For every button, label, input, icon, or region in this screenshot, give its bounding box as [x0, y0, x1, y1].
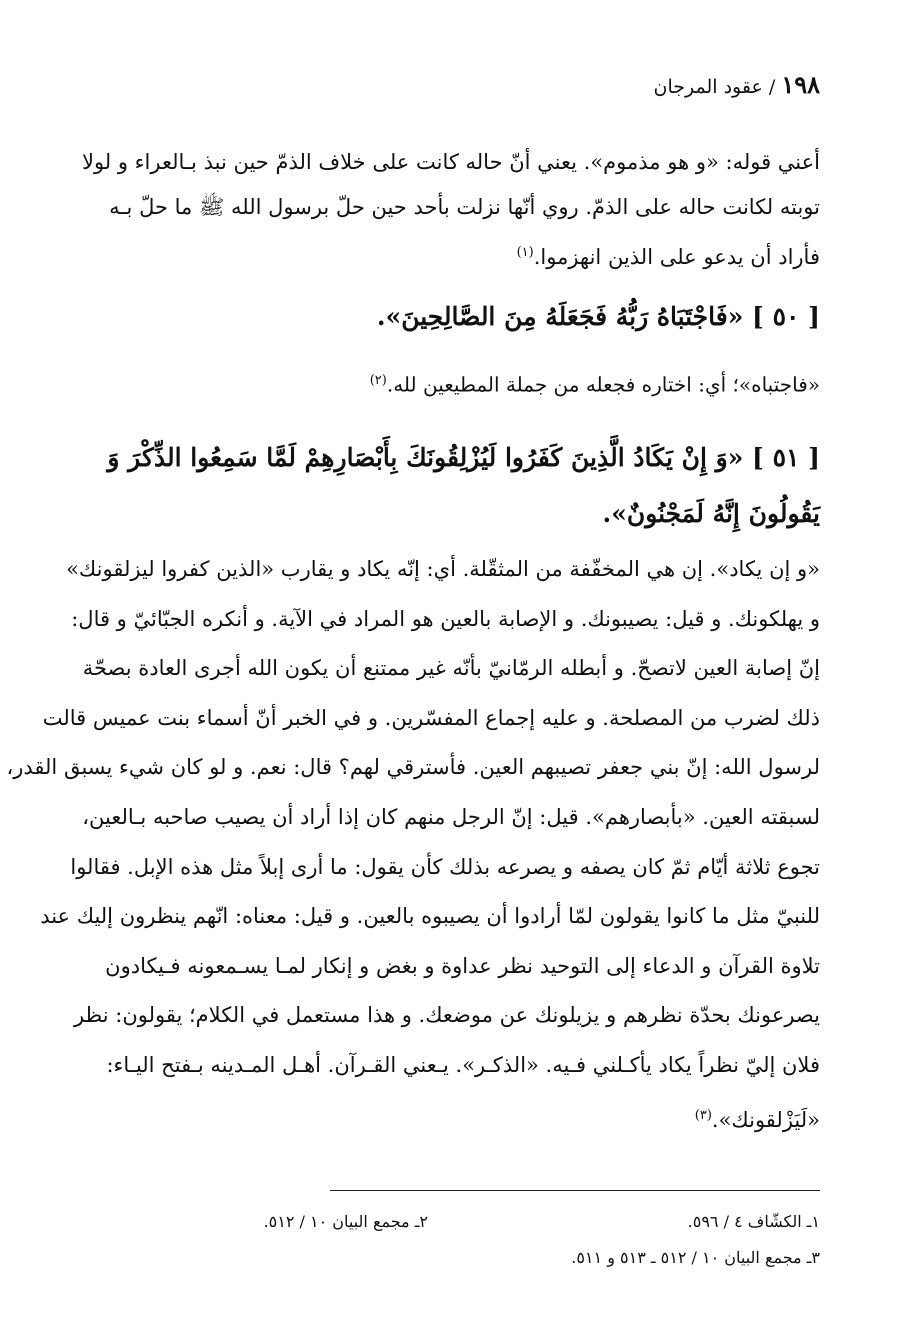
footnote-1: ١ـ الكشّاف ٤ / ٥٩٦. [687, 1212, 820, 1231]
text-line: تجوع ثلاثة أيّام ثمّ كان يصفه و يصرعه بذلك كأن يقول: ما أرى إبلاً مثل هذه الإبل. فقالوا [70, 854, 820, 879]
running-header [654, 70, 820, 99]
verse-51 [88, 430, 820, 542]
text-line: توبته لكانت حاله على الذمّ. روي أنّها نزلت بأحد حين حلّ برسول الله ﷺ ما حلّ بـه [109, 195, 820, 219]
text-line: ذلك لضرب من المصلحة. و عليه إجماع المفسّرين. و في الخبر أنّ أسماء بنت عميس قالت [42, 705, 820, 730]
verse-text: «وَ إِنْ يَكَادُ الَّذِينَ كَفَرُوا لَيُزْلِقُونَكَ بِأَبْصَارِهِمْ لَمَّا سَمِعُوا الذِّكْرَ وَ يَقُولُونَ إِنَّهُ لَمَجْنُونٌ». [107, 443, 820, 528]
footnote-divider [330, 1190, 820, 1191]
text-line: و يهلكونك. و قيل: يصيبونك. و الإصابة بالعين هو المراد في الآية. و أنكره الجبّائيّ و قال: [71, 606, 820, 631]
text-line: فأراد أن يدعو على الذين انهزموا.$^{(١)}$ [516, 245, 820, 269]
verse-number: [ ٥٠ ] [752, 302, 820, 331]
text-line: إنّ إصابة العين لاتصحّ. و أبطله الرمّانيّ بأنّه غير ممتنع أن يكون الله أجرى العادة بصحّة [82, 656, 820, 681]
text-line: للنبيّ مثل ما كانوا يقولون لمّا أرادوا أن يصيبوه بالعين. و قيل: معناه: انّهم ينظرون إليك عند [40, 904, 820, 929]
footnote-ref-3: (٣) [694, 1107, 712, 1123]
verse-text: «فَاجْتَبَاهُ رَبُّهُ فَجَعَلَهُ مِنَ الصَّالِحِينَ». [376, 302, 744, 331]
text-line: تلاوة القرآن و الدعاء إلى التوحيد نظر عداوة و بغض و إنكار لمـا يسـمعونه فـيكادون [105, 953, 820, 978]
text-line: لرسول الله: إنّ بني جعفر تصيبهم العين. فأسترقي لهم؟ قال: نعم. و لو كان شيء يسبق القدر، [6, 755, 820, 780]
header-separator: / [768, 76, 776, 98]
text-line: يصرعونك بحدّة نظرهم و يزيلونك عن موضعك. و هذا مستعمل في الكلام؛ يقولون: نظر [73, 1003, 820, 1028]
footnote-ref-1: (١) [516, 245, 534, 260]
text-line: أعني قوله: «و هو مذموم». يعني أنّ حاله كانت على خلاف الذمّ حين نبذ بـالعراء و لولا [81, 150, 820, 174]
footnote-3: ٣ـ مجمع البيان ١٠ / ٥١٢ ـ ٥١٣ و ٥١١. [571, 1248, 820, 1267]
page-number: ١٩٨ [781, 70, 820, 99]
paragraph-commentary-2 [6, 545, 820, 1145]
text-line: لسبقته العين. «بأبصارهم». قيل: إنّ الرجل منهم كان إذا أراد أن يصيب صاحبه بـالعين، [82, 804, 820, 829]
footnote-2: ٢ـ مجمع البيان ١٠ / ٥١٢. [263, 1212, 428, 1231]
gloss-verse-50: «فاجتباه»؛ أي: اختاره فجعله من جملة المطيعين لله.$^{(٢)}$ [369, 372, 820, 397]
verse-number: [ ٥١ ] [752, 443, 820, 472]
text-line: فلان إليّ نظراً يكاد يأكـلني فـيه. «الذكـر». يـعني القـرآن. أهـل المـدينه بـفتح اليـاء: [106, 1052, 820, 1077]
paragraph-commentary-1 [81, 140, 820, 280]
footnote-ref-2: (٢) [369, 373, 387, 388]
text-line: «و إن يكاد». إن هي المخفّفة من المثقّلة. أي: إنّه يكاد و يقارب «الذين كفروا ليزلقونك» [66, 557, 820, 581]
text-line: «لَيَزْلقونك».$^{(٣)}$ [694, 1107, 820, 1132]
book-title: عقود المرجان [653, 76, 763, 98]
verse-50 [88, 302, 820, 331]
